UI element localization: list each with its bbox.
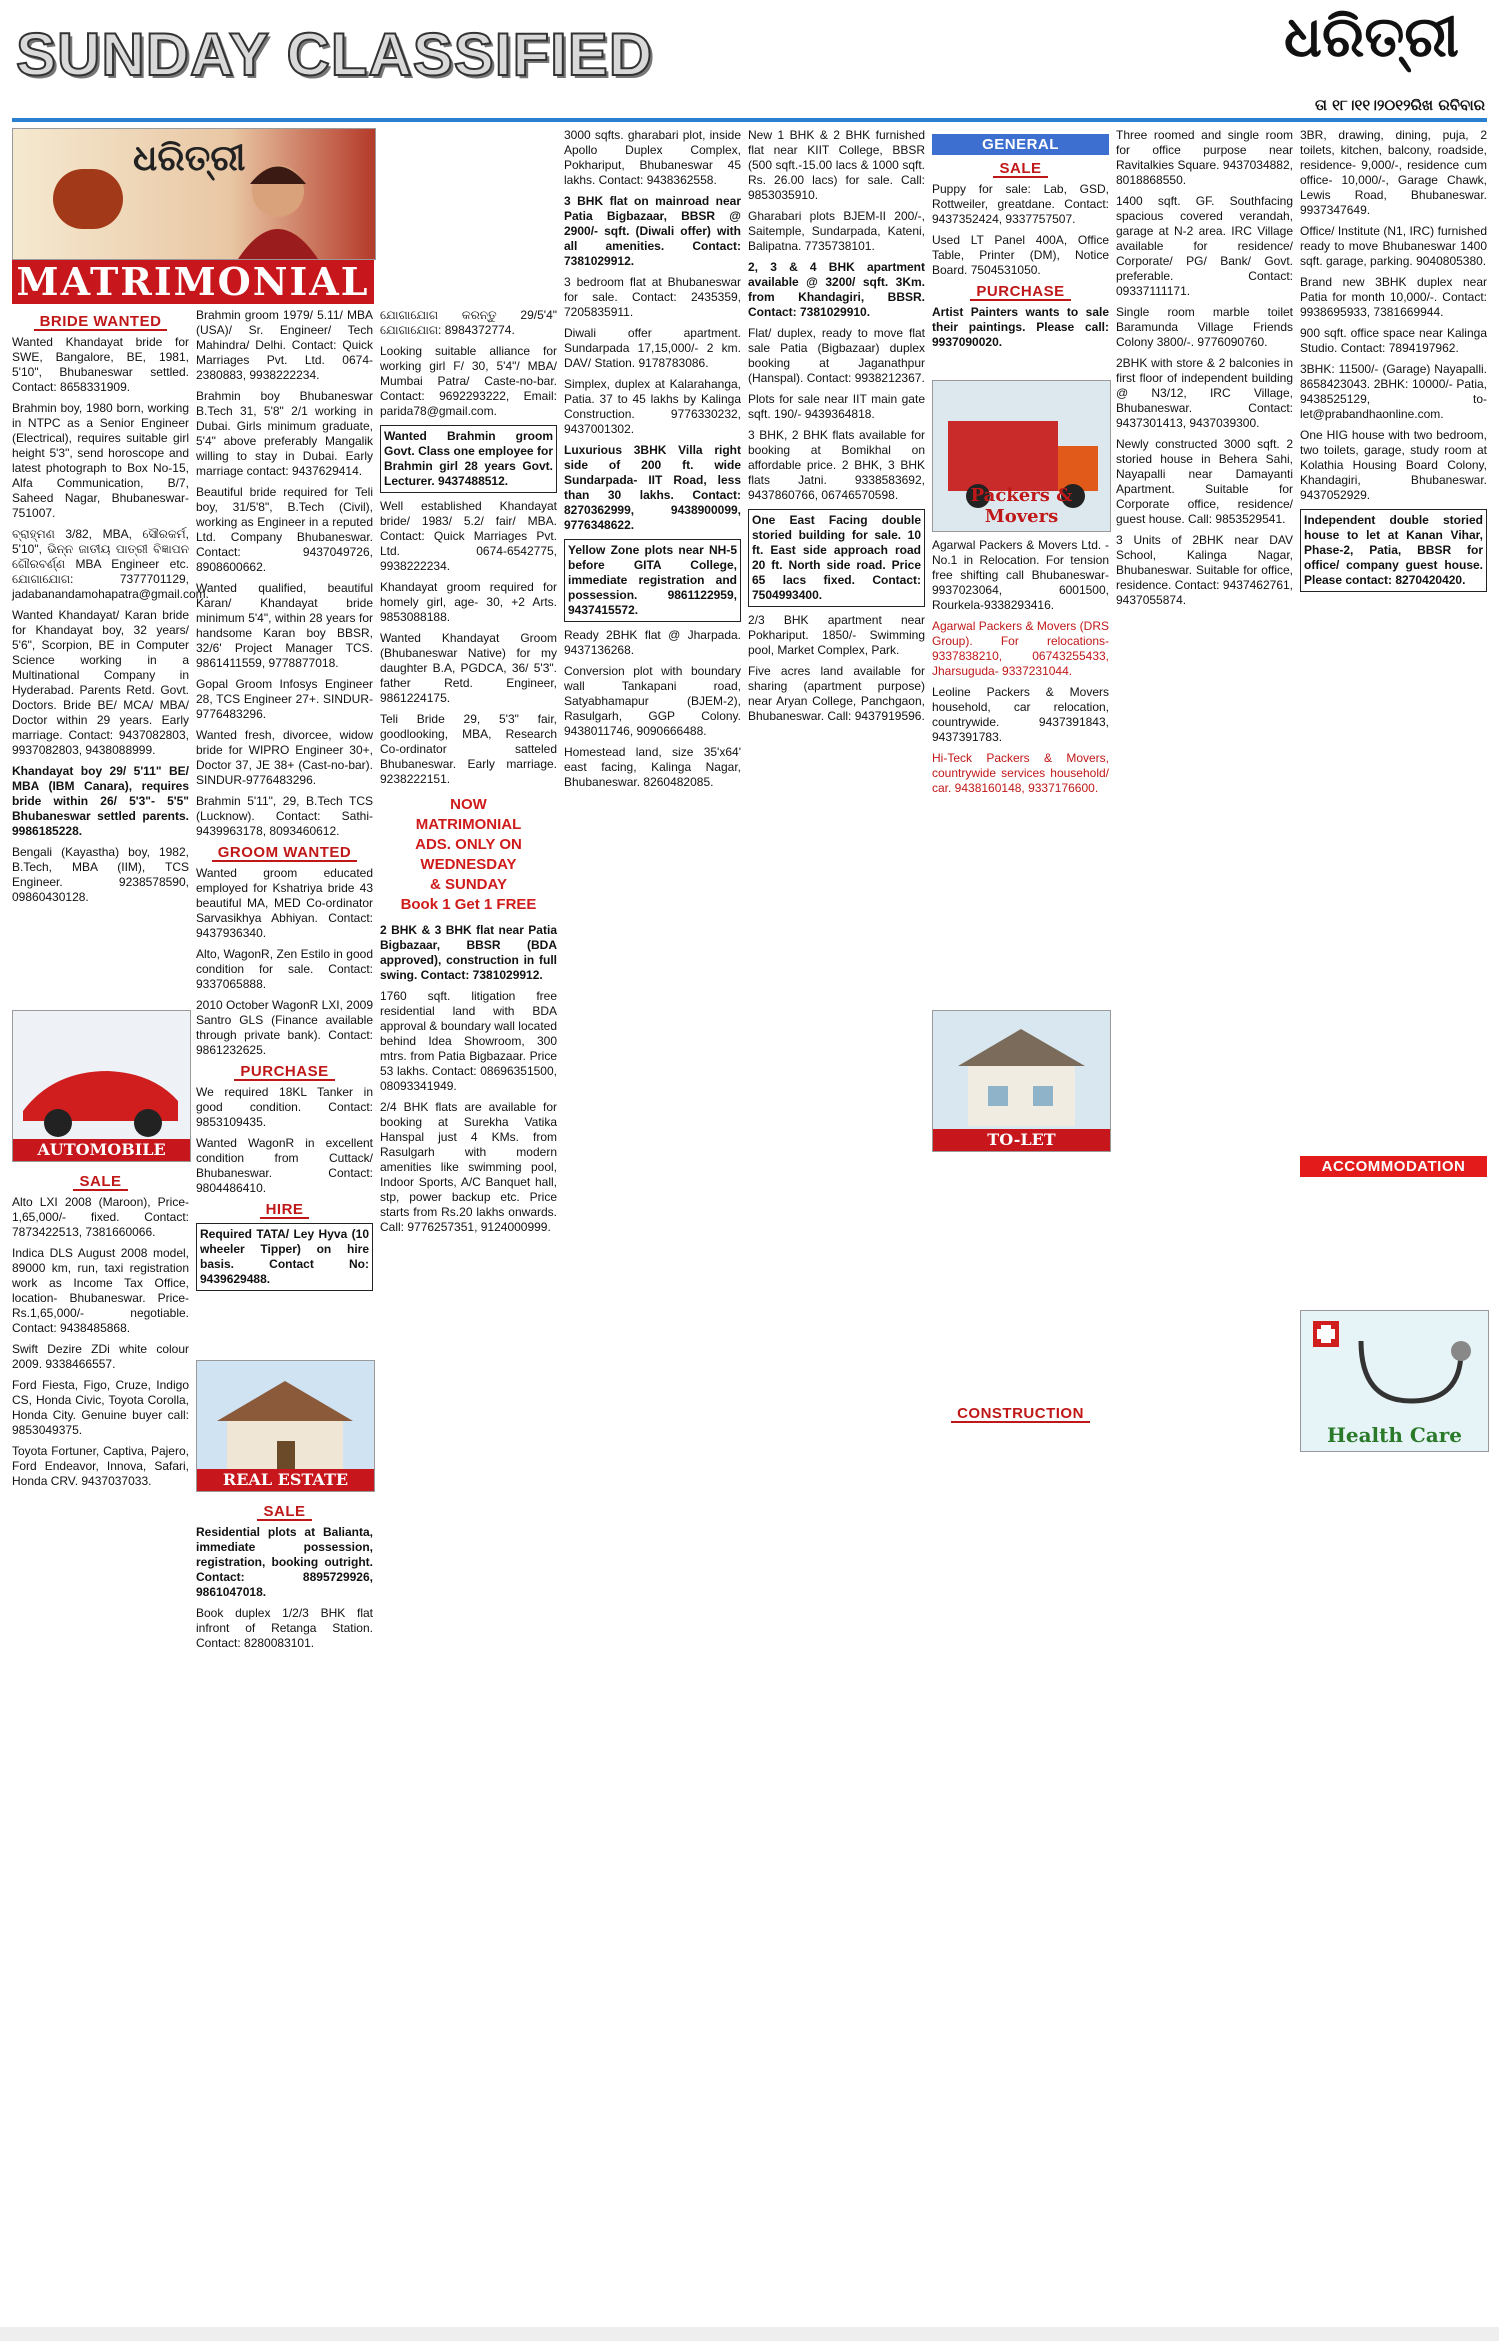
ad: 900 sqft. office space near Kalinga Studio. Contact: 7894197962. [1300,326,1487,355]
to-let-banner: TO-LET [933,1129,1110,1151]
ad: Luxurious 3BHK Villa right side of 200 ft. wide Sundarpada- IIT Road, less than 30 lakhs. Contact: 8270362999, 9438900099, 9776348622. [564,443,741,532]
column-6 [932,128,1109,356]
column-1 [12,308,209,911]
ad: 2/4 BHK flats are available for booking at Surekha Vatika Hanspal just 4 KMs. from Rasulgarh with modern amenities like swimming pool, Indoor Sports, A/C Banquet hall, stp, power backup etc. Price starts from Rs.20 lakhs onwards. Call: 9776257351, 9124000999. [380,1100,557,1234]
ad: Residential plots at Balianta, immediate possession, registration, booking outright. Contact: 8895729926, 9861047018. [196,1525,373,1599]
ad: Wanted qualified, beautiful Karan/ Khandayat bride minimum 5'4", within 28 years for handsome Karan boy BBSR, 32/6' Project Manager TCS. 9861411559, 9778877018. [196,581,373,670]
ad: Single room marble toilet Baramunda Village Friends Colony 3800/-. 9776090760. [1116,305,1293,349]
ad: Five acres land available for sharing (apartment purpose) near Aryan College, Panchgaon, Bhubaneswar. Call: 9437919596. [748,664,925,723]
boxed-ad: Wanted Brahmin groom Govt. Class one employee for Brahmin girl 28 years Govt. Lecturer. 9437488512. [380,425,557,493]
ad: Homestead land, size 35'x64' east facing, Kalinga Nagar, Bhubaneswar. 8260482085. [564,745,741,789]
column-4 [564,128,741,796]
column-8 [1300,128,1487,598]
car-photo [12,1010,191,1162]
ad: Brand new 3BHK duplex near Patia for month 10,000/-. Contact: 9938695933, 7381669944. [1300,275,1487,319]
ad: Wanted fresh, divorcee, widow bride for WIPRO Engineer 30+, Doctor 37, JE 38+ (Cast-no-bar). SINDUR-9776483296. [196,728,373,787]
truck-photo [932,380,1111,532]
ad: Office/ Institute (N1, IRC) furnished ready to move Bhubaneswar 1400 sqft. garage, parking. 9040805380. [1300,224,1487,268]
ad: Leoline Packers & Movers household, car relocation, countrywide. 9437391843, 9437391783. [932,685,1109,744]
ad: 2 BHK & 3 BHK flat near Patia Bigbazaar, BBSR (BDA approved), construction in full swing. Contact: 7381029912. [380,923,557,982]
ad: ବ୍ରାହ୍ମଣ 3/82, MBA, ସୌରକର୍ମ, 5'10", ଭିନ୍ନ ଜାତୀୟ ପାତ୍ରୀ ବିଜ୍ଞାପନ ଗୌରବର୍ଣ୍ଣ MBA Engineer etc. ଯୋଗାଯୋଗ: 7377701129, jadabanandamohapatra@gmail.com. [12,527,209,601]
ad: 1760 sqft. litigation free residential land with BDA approval & boundary wall located behind Idea Showroom, 300 mtrs. from Patia Bigbazaar. Price 53 lakhs. Contact: 08696351500, 08093341949. [380,989,557,1093]
auto-sale-heading: SALE [12,1174,189,1191]
column-6-packers [932,538,1109,802]
ad: Brahmin groom 1979/ 5.11/ MBA (USA)/ Sr. Engineer/ Tech Mahindra/ Delhi. Contact: Quick Marriages Pvt. Ltd. 0674-2380883, 9938222234. [196,308,373,382]
ad: One HIG house with two bedroom, two toilets, garage, study room at Kolathia Housing Board Colony, Khandagiri, Bhubaneswar. 9437052929. [1300,428,1487,502]
column-7 [1116,128,1293,614]
ad: Wanted Khandayat bride for SWE, Bangalore, BE, 1981, 5'10", Bhubaneswar settled. Contact: 8658331909. [12,335,189,394]
ad: 3 bedroom flat at Bhubaneswar for sale. Contact: 2435359, 7205835911. [564,275,741,319]
boxed-ad: Independent double storied house to let at Kanan Vihar, Phase-2, Patia, BBSR for office/ company guest house. Please contact: 8270420420. [1300,509,1487,592]
ad: Teli Bride 29, 5'3" fair, goodlooking, MBA, Research Co-ordinator satteled Bhubaneswar. Early marriage. 9238222151. [380,712,557,786]
ad: Newly constructed 3000 sqft. 2 storied house in Behera Sahi, Nayapalli near Damayanti Apartment. Suitable for Corporate office, residence/ guest house. Call: 9853529541. [1116,437,1293,526]
ad: Agarwal Packers & Movers (DRS Group). For relocations- 9337838210, 06743255433, Jharsuguda- 9337231044. [932,619,1109,678]
ad: Wanted WagonR in excellent condition from Cuttack/ Bhubaneswar. Contact: 9804486410. [196,1136,373,1195]
accommodation-heading: ACCOMMODATION [1300,1156,1487,1177]
column-8-accommodation [1300,1150,1487,1181]
ad: 3000 sqfts. gharabari plot, inside Apollo Duplex Complex, Pokhariput, Bhubaneswar 45 lakhs. Contact: 9438362558. [564,128,741,187]
masthead [0,0,1499,120]
ad: 2010 October WagonR LXI, 2009 Santro GLS (Finance available through private bank). Contact: 9861232625. [196,998,373,1057]
house-photo [196,1360,375,1492]
ad: Bengali (Kayastha) boy, 1982, B.Tech, MBA (IIM), TCS Engineer. 9238578590, 09860430128. [12,845,189,904]
edition-date: ତା ୧୮।୧୧।୨୦୧୨ରିଖ ରବିବାର [1315,96,1485,114]
matrimonial-photo [12,128,376,260]
ad: Book duplex 1/2/3 BHK flat infront of Retanga Station. Contact: 8280083101. [196,1606,373,1650]
construction-heading: CONSTRUCTION [932,1406,1109,1423]
ad: Puppy for sale: Lab, GSD, Rottweiler, greatdane. Contact: 9437352424, 9337757507. [932,182,1109,226]
boxed-ad: Yellow Zone plots near NH-5 before GITA College, immediate registration and possession. 9861122959, 9437415572. [564,539,741,622]
hire-heading: HIRE [196,1202,373,1219]
ad: Diwali offer apartment. Sundarpada 17,15,000/- 2 km. DAV/ Station. 9178783086. [564,326,741,370]
hire-box-ad: Required TATA/ Ley Hyva (10 wheeler Tipper) on hire basis. Contact No: 9439629488. [196,1223,373,1291]
general-heading: GENERAL [932,134,1109,155]
ad: Wanted Khandayat Groom (Bhubaneswar Native) for my daughter B.A, PGDCA, 36/ 5'3". father Retd. Engineer, 9861224175. [380,631,557,705]
ad: Brahmin boy Bhubaneswar B.Tech 31, 5'8" 2/1 working in Dubai. Girls minimum graduate, 5'4" above preferably Mangalik willing to stay in Dubai. Early marriage contact: 9437629414. [196,389,373,478]
ad: Toyota Fortuner, Captiva, Pajero, Ford Endeavor, Innova, Safari, Honda CRV. 9437037033. [12,1444,189,1488]
general-sale-heading: SALE [932,161,1109,178]
ad: 2BHK with store & 2 balconies in first floor of independent building @ N3/12, IRC Village, Bhubaneswar. Contact: 9437301413, 9437039300. [1116,356,1293,430]
ad: Swift Dezire ZDi white colour 2009. 9338466557. [12,1342,189,1371]
ad: 2, 3 & 4 BHK apartment available @ 3200/ sqft. 3Km. from Khandagiri, BBSR. Contact: 7381029910. [748,260,925,319]
matrimonial-logo: ଧରିତ୍ରୀ [133,137,246,179]
ad: 3BR, drawing, dining, puja, 2 toilets, kitchen, balcony, roadside, residence- 9,000/-, residence cum office- 10,000/-, Garage Chawk, Lewis Road, Bhubaneswar. 9937347649. [1300,128,1487,217]
matrimonial-banner: MATRIMONIAL [12,260,374,304]
ad: Indica DLS August 2008 model, 89000 km, run, taxi registration work as Income Tax Office, location- Bhubaneswar. Price-Rs.1,65,000/- negotiable. Contact: 9438485868. [12,1246,189,1335]
re-sale-heading: SALE [196,1504,373,1521]
general-purchase-heading: PURCHASE [932,284,1109,301]
health-care-label: Health Care [1326,1423,1463,1447]
header-divider [12,118,1487,122]
ad: Brahmin boy, 1980 born, working in NTPC as a Senior Engineer (Electrical), requires suitable girl height 5'3", send horoscope and latest photograph to Box No-15, Alfa Communication, B/7, Saheed Nagar, Bhubaneswar-751007. [12,401,189,520]
ad: Ready 2BHK flat @ Jharpada. 9437136268. [564,628,741,657]
ad: We required 18KL Tanker in good condition. Contact: 9853109435. [196,1085,373,1129]
automobile-banner: AUTOMOBILE [13,1139,190,1161]
ad: Beautiful bride required for Teli boy, 31/5'8", B.Tech (Civil), working as Engineer in a reputed Ltd. Company Bhubaneswar. Contact: 9437049726, 8908600662. [196,485,373,574]
page-footer [0,2327,1499,2341]
ad: 1400 sqft. GF. Southfacing spacious covered verandah, garage at N-2 area. IRC Village available for residence/ Corporate/ PG/ Bank/ Govt. preferable. Contact: 09337111171. [1116,194,1293,298]
ad: Khandayat boy 29/ 5'11" BE/ MBA (IBM Canara), requires bride within 26/ 5'3"- 5'5" Bhubaneswar settled parents. 9986185228. [12,764,189,838]
ad: 3 Units of 2BHK near DAV School, Kalinga Nagar, Bhubaneswar. Suitable for office, residence. Contact: 9437462761, 9437055874. [1116,533,1293,607]
newspaper-logo: ଧରିତ୍ରୀ [1284,4,1459,70]
ad: Agarwal Packers & Movers Ltd. - No.1 in Relocation. For tension free shifting call Bhubaneswar- 9937023064, 6001500, Rourkela-9338293416. [932,538,1109,612]
column-1-auto [12,1168,189,1495]
ad: Wanted groom educated employed for Kshatriya bride 43 beautiful MA, MED Co-ordinator Sarvasikhya Abhiyan. Contact: 9437936340. [196,866,373,940]
ad: Looking suitable alliance for working girl F/ 30, 5'4"/ MBA/ Mumbai Patra/ Caste-no-bar. Contact: 9692293222, Email: parida78@gmail.com. [380,344,557,418]
bride-wanted-heading: BRIDE WANTED [12,314,189,331]
to-let-photo [932,1010,1111,1152]
ad: Khandayat groom required for homely girl, age- 30, +2 Arts. 9853088188. [380,580,557,624]
column-6-construction [932,1400,1109,1427]
purchase-heading: PURCHASE [196,1064,373,1081]
real-estate-banner: REAL ESTATE [197,1469,374,1491]
ad: New 1 BHK & 2 BHK furnished flat near KIIT College, BBSR (500 sqft.-15.00 lacs & 1000 sqft. Rs. 26.00 lacs) for sale. Call: 9853035910. [748,128,925,202]
ad: Used LT Panel 400A, Office Table, Printer (DM), Notice Board. 7504531050. [932,233,1109,277]
groom-wanted-heading: GROOM WANTED [196,845,373,862]
packers-label: Packers & Movers [970,485,1073,527]
column-5 [748,128,925,730]
ad: 2/3 BHK apartment near Pokhariput. 1850/- Swimming pool, Market Complex, Park. [748,613,925,657]
ad: Flat/ duplex, ready to move flat sale Patia (Bigbazaar) duplex booking at Jaganathpur (Hanspal). Contact: 9938212367. [748,326,925,385]
ad: 3 BHK, 2 BHK flats available for booking at Bomikhal on affordable price. 2 BHK, 3 BHK flats Jatni. 9338583692, 9437860766, 06746570598. [748,428,925,502]
ad: Gopal Groom Infosys Engineer 28, TCS Engineer 27+. SINDUR-9776483296. [196,677,373,721]
column-2-re [196,1498,373,1657]
ad: Hi-Teck Packers & Movers, countrywide services household/ car. 9438160148, 9337176600. [932,751,1109,795]
ad: Simplex, duplex at Kalarahanga, Patia. 37 to 45 lakhs by Kalinga Construction. 9776330232, 9437001302. [564,377,741,436]
ad: Conversion plot with boundary wall Tankapani road, Satyabhamapur (BJEM-2), Rasulgarh, GGP Colony. 9438011746, 9090666488. [564,664,741,738]
ad: Brahmin 5'11", 29, B.Tech TCS (Lucknow). Contact: Sathi-9439963178, 8093460612. [196,794,373,838]
ad: Three roomed and single room for office purpose near Ravitalkies Square. 9437034882, 8018868550. [1116,128,1293,187]
section-title: SUNDAY CLASSIFIED [16,21,654,88]
ad: Alto LXI 2008 (Maroon), Price-1,65,000/- fixed. Contact: 7873422513, 7381660066. [12,1195,189,1239]
column-3 [380,308,557,1241]
ad: Gharabari plots BJEM-II 200/-, Saitemple, Sundarpada, Kateni, Balipatna. 7735738101. [748,209,925,253]
ad: Well established Khandayat bride/ 1983/ 5.2/ fair/ MBA. Contact: Quick Marriages Pvt. Ltd. 0674-6542775, 9938222234. [380,499,557,573]
ad: Ford Fiesta, Figo, Cruze, Indigo CS, Honda Civic, Toyota Corolla, Honda City. Genuine buyer call: 9853049375. [12,1378,189,1437]
ad: Alto, WagonR, Zen Estilo in good condition for sale. Contact: 9337065888. [196,947,373,991]
ad: Wanted Khandayat/ Karan bride for Khandayat boy, 32 years/ 5'6", Scorpion, BE in Computer Science working in a Multinational Company in Hyderabad. Parents Retd. Govt. Doctors. Bride BE/ MCA/ MBA/ Doctor within 29 years. Early marriage. Contact: 9437082803, 9937082803, 9438088999. [12,608,189,757]
ad: Plots for sale near IIT main gate sqft. 190/- 9439364818. [748,392,925,421]
health-care-photo [1300,1310,1489,1452]
ad: 3 BHK flat on mainroad near Patia Bigbazaar, BBSR @ 2900/- sqft. (Diwali offer) with all amenities. Contact: 7381029912. [564,194,741,268]
column-2 [196,308,373,1297]
ad: Artist Painters wants to sale their paintings. Please call: 9937090020. [932,305,1109,349]
boxed-ad: One East Facing double storied building for sale. 10 ft. East side approach road 20 ft. North side road. Price 65 lacs fixed. Contact: 7504993400. [748,509,925,607]
ad: 3BHK: 11500/- (Garage) Nayapalli. 8658423043. 2BHK: 10000/- Patia, 9438525129, to-let@prabandhaonline.com. [1300,362,1487,421]
promo-ad: NOW MATRIMONIAL ADS. ONLY ON WEDNESDAY & SUNDAY Book 1 Get 1 FREE [400,796,537,913]
ad: ଯୋଗାଯୋଗ କରନ୍ତୁ 29/5'4" ଯୋଗାଯୋଗ: 8984372774. [380,308,557,337]
